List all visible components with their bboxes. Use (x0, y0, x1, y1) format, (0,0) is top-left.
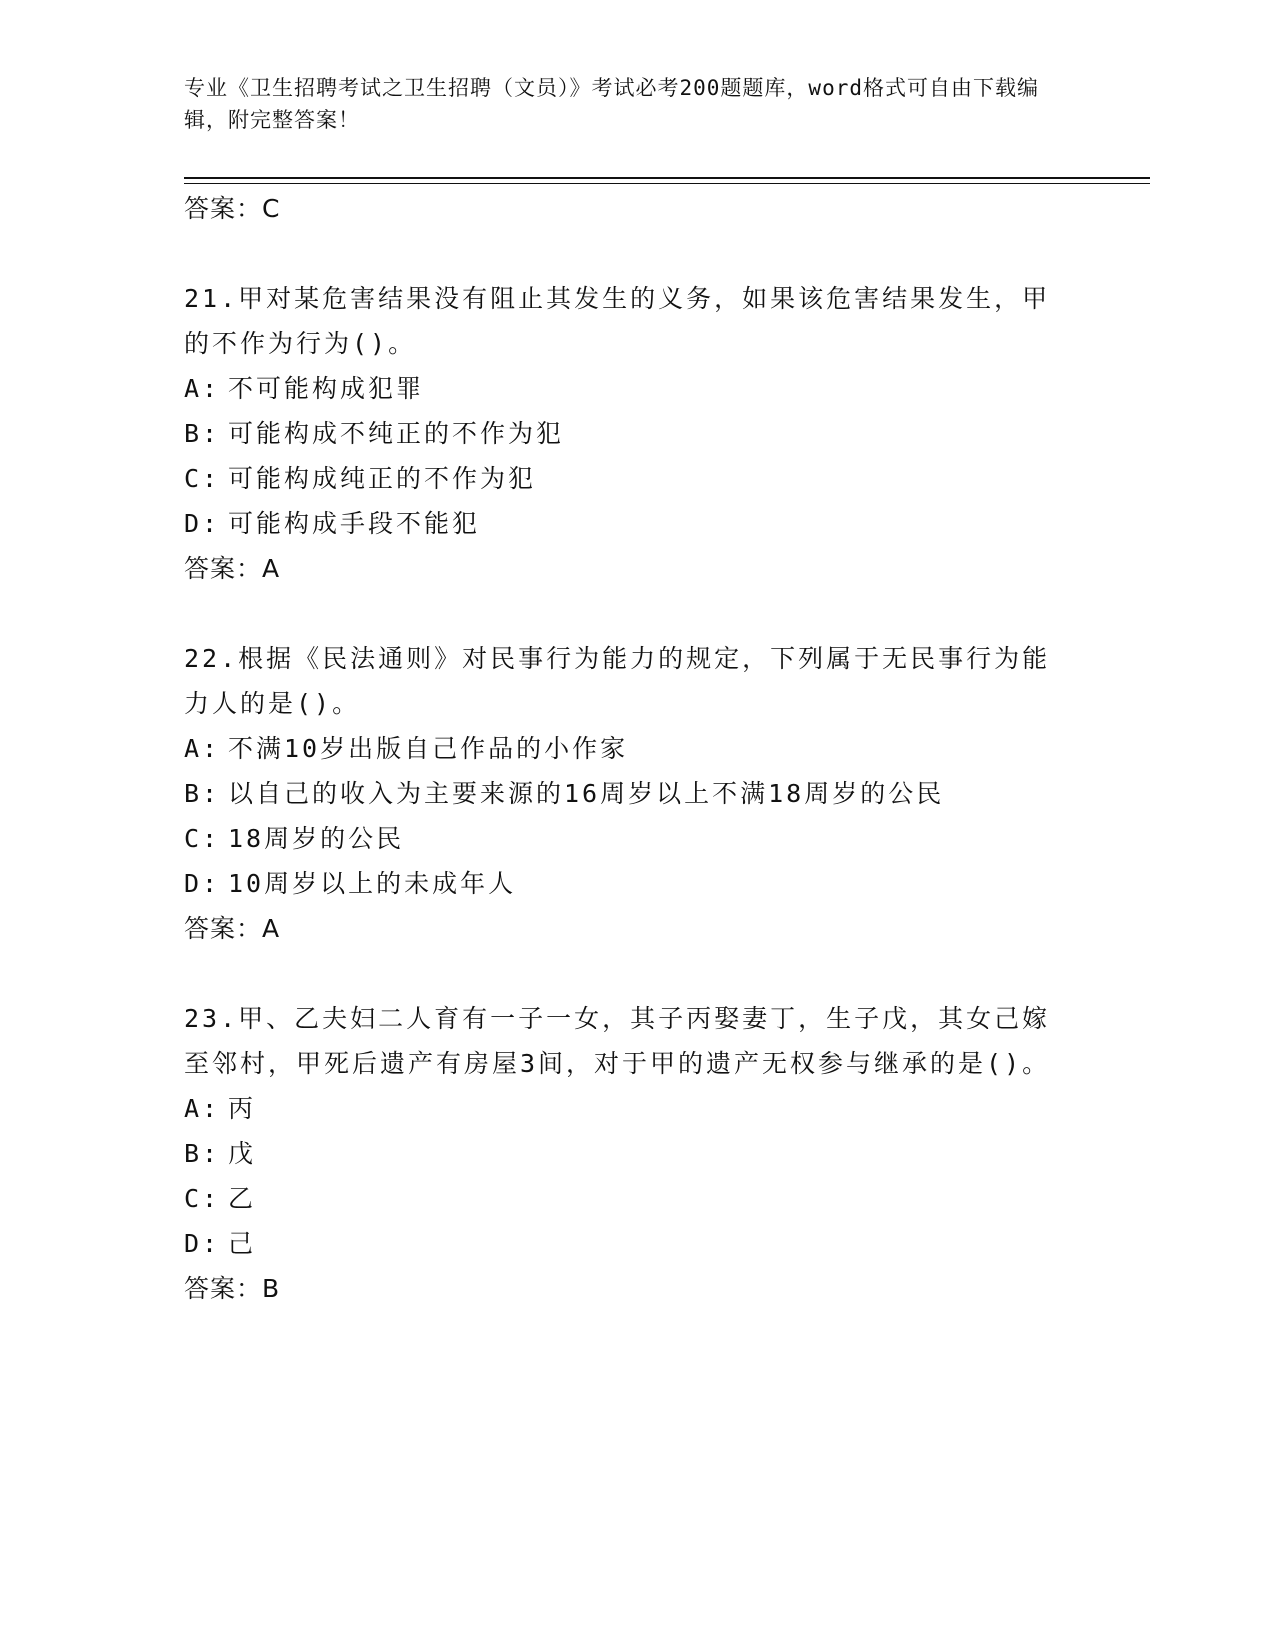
option-key: D: (184, 1229, 221, 1258)
answer-label: 答案： (184, 554, 263, 583)
question-block (184, 276, 1104, 592)
answer-label: 答案： (184, 914, 263, 943)
option-c (184, 456, 1104, 501)
option-text: 可能构成纯正的不作为犯 (228, 464, 537, 493)
question-stem: 22.根据《民法通则》对民事行为能力的规定，下列属于无民事行为能力人的是()。 (184, 644, 1051, 718)
option-text: 可能构成不纯正的不作为犯 (228, 419, 565, 448)
option-key: B: (184, 1139, 221, 1168)
option-b (184, 1131, 1104, 1176)
option-key: B: (184, 419, 221, 448)
option-key: C: (184, 464, 221, 493)
option-text: 以自己的收入为主要来源的16周岁以上不满18周岁的公民 (228, 779, 945, 808)
question-answer (184, 906, 1104, 952)
option-text: 丙 (228, 1094, 257, 1123)
option-b (184, 771, 1104, 816)
option-key: A: (184, 1094, 221, 1123)
option-d (184, 1221, 1104, 1266)
header-rule-thin (184, 183, 1150, 184)
option-key: D: (184, 869, 221, 898)
answer-label: 答案： (184, 194, 263, 223)
header-rule-thick (184, 177, 1150, 179)
option-a (184, 1086, 1104, 1131)
option-text: 不可能构成犯罪 (228, 374, 425, 403)
question-block (184, 636, 1104, 952)
answer-value: A (262, 914, 281, 943)
answer-value: B (262, 1274, 281, 1303)
option-d (184, 501, 1104, 546)
option-text: 10周岁以上的未成年人 (228, 869, 517, 898)
previous-answer (184, 186, 1104, 232)
option-c (184, 1176, 1104, 1221)
option-key: D: (184, 509, 221, 538)
question-answer (184, 1266, 1104, 1312)
option-text: 戊 (228, 1139, 257, 1168)
document-header: 专业《卫生招聘考试之卫生招聘（文员）》考试必考200题题库，word格式可自由下载编辑，附完整答案！ (184, 76, 1039, 132)
option-text: 18周岁的公民 (228, 824, 405, 853)
option-d (184, 861, 1104, 906)
question-list (184, 186, 1104, 1312)
answer-label: 答案： (184, 1274, 263, 1303)
option-text: 不满10岁出版自己作品的小作家 (228, 734, 629, 763)
answer-value: C (262, 194, 281, 223)
question-stem: 21.甲对某危害结果没有阻止其发生的义务，如果该危害结果发生，甲的不作为行为()。 (184, 284, 1051, 358)
option-text: 乙 (228, 1184, 257, 1213)
option-text: 可能构成手段不能犯 (228, 509, 481, 538)
option-key: C: (184, 824, 221, 853)
option-key: C: (184, 1184, 221, 1213)
question-answer (184, 546, 1104, 592)
option-key: A: (184, 734, 221, 763)
option-key: B: (184, 779, 221, 808)
option-b (184, 411, 1104, 456)
question-block (184, 996, 1104, 1312)
option-key: A: (184, 374, 221, 403)
option-text: 己 (228, 1229, 257, 1258)
answer-value: A (262, 554, 281, 583)
option-c (184, 816, 1104, 861)
question-stem: 23.甲、乙夫妇二人育有一子一女，其子丙娶妻丁，生子戊，其女己嫁至邻村，甲死后遗产有房屋3间，对于甲的遗产无权参与继承的是()。 (184, 1004, 1051, 1078)
option-a (184, 366, 1104, 411)
option-a (184, 726, 1104, 771)
